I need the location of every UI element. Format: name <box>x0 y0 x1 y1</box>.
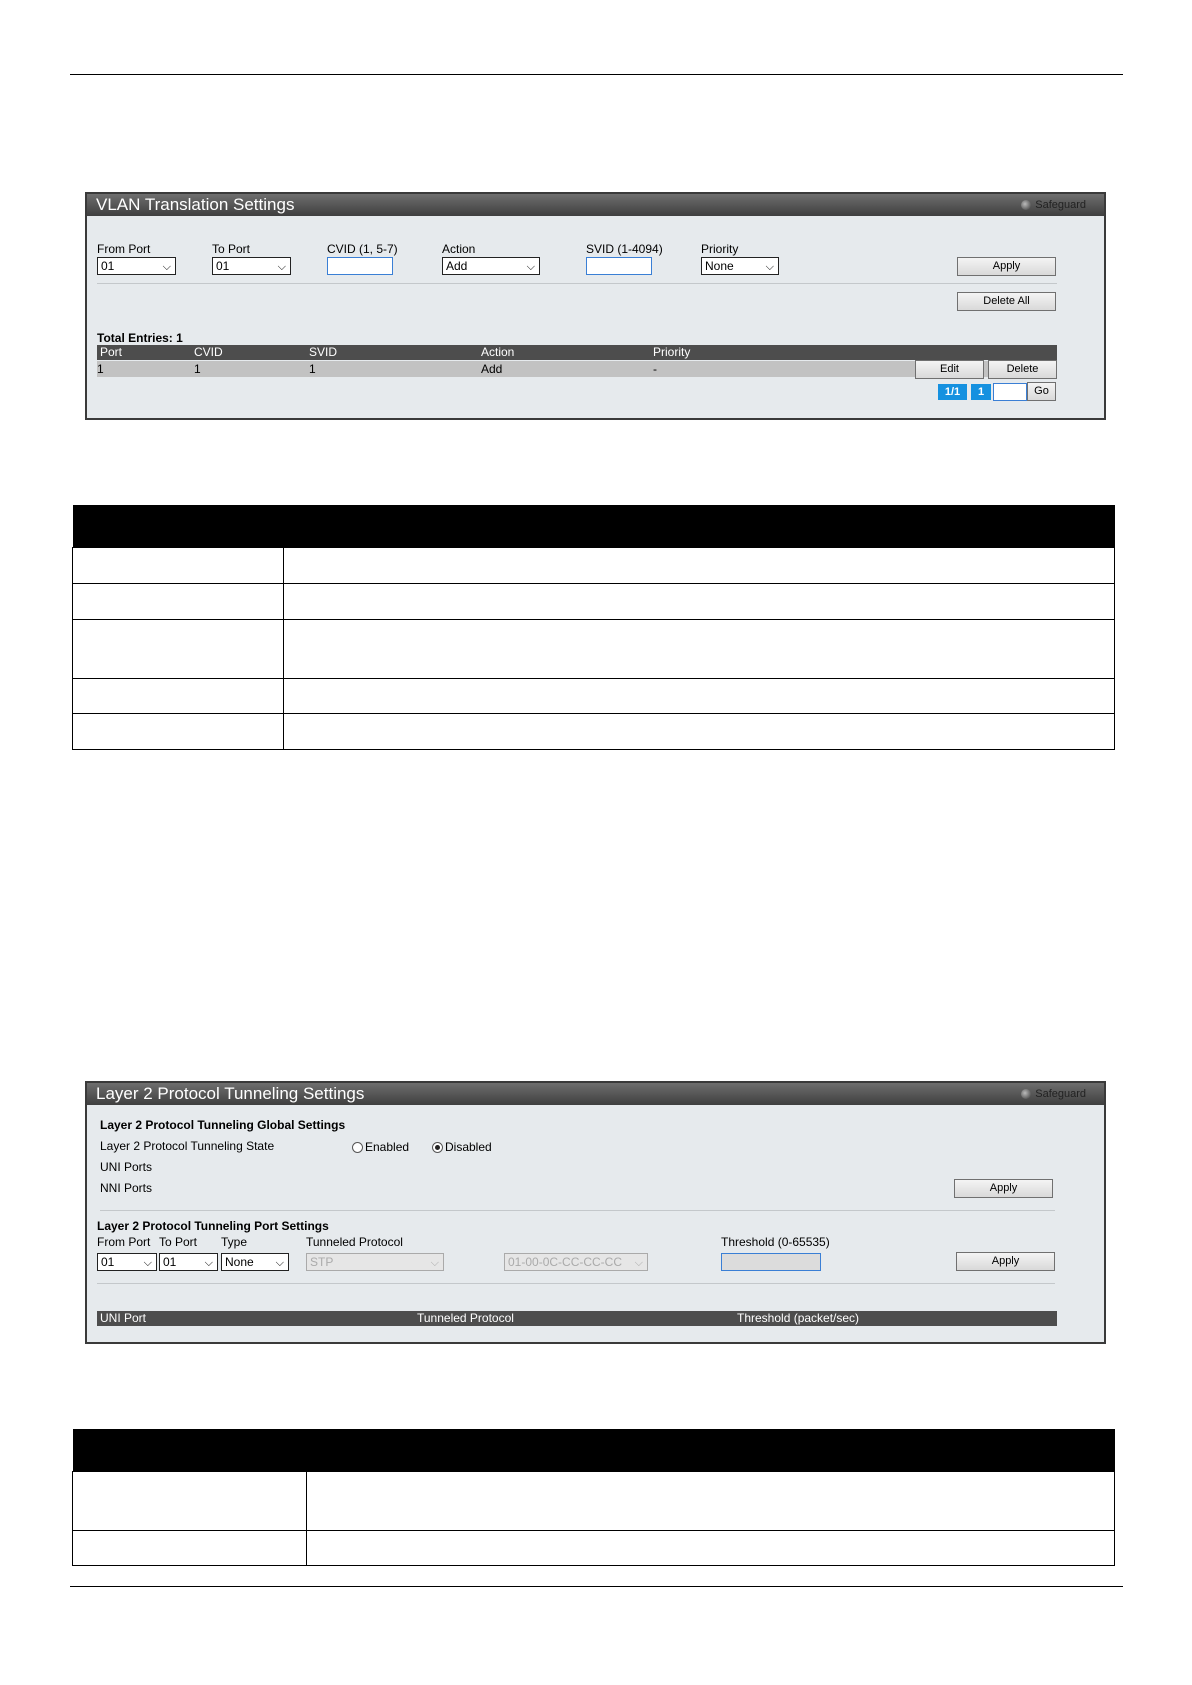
chevron-down-icon: ⌵ <box>526 261 535 273</box>
from-port-label: From Port <box>97 1235 151 1249</box>
parameter-table-2 <box>72 1429 1115 1566</box>
chevron-down-icon: ⌵ <box>204 1257 213 1269</box>
port-settings-heading: Layer 2 Protocol Tunneling Port Settings <box>97 1219 329 1233</box>
edit-button[interactable]: Edit <box>915 360 984 379</box>
vlan-translation-panel <box>85 192 1106 420</box>
mac-address-select[interactable]: 01-00-0C-CC-CC-CC ⌵ <box>504 1253 648 1271</box>
chevron-down-icon: ⌵ <box>143 1257 152 1269</box>
table-row <box>73 679 1115 714</box>
to-port-select[interactable]: 01 ⌵ <box>212 257 291 275</box>
table-row <box>73 1531 1115 1566</box>
table-row <box>73 714 1115 750</box>
safeguard-indicator: Safeguard <box>1021 198 1086 212</box>
table-row <box>73 1472 1115 1531</box>
table-header-row <box>73 1429 1115 1472</box>
tunneled-protocol-select[interactable]: STP ⌵ <box>306 1253 444 1271</box>
radio-enabled[interactable]: Enabled <box>352 1140 409 1154</box>
panel-title: Layer 2 Protocol Tunneling Settings <box>96 1084 365 1103</box>
type-label: Type <box>221 1235 248 1249</box>
divider <box>97 283 1057 284</box>
column-header: SVID <box>309 345 338 359</box>
to-port-select[interactable]: 01 ⌵ <box>159 1253 218 1271</box>
table-header <box>97 345 1057 360</box>
column-header: Tunneled Protocol <box>417 1311 514 1325</box>
radio-button-selected-icon[interactable] <box>432 1142 443 1153</box>
go-button[interactable]: Go <box>1027 382 1056 401</box>
total-entries: Total Entries: 1 <box>97 331 183 345</box>
table-header-row <box>73 505 1115 548</box>
port-apply-button[interactable]: Apply <box>956 1252 1055 1271</box>
nni-ports-label: NNI Ports <box>100 1181 153 1195</box>
cvid-label: CVID (1, 5-7) <box>327 242 398 256</box>
cell-svid: 1 <box>309 362 316 376</box>
threshold-input[interactable] <box>721 1253 821 1271</box>
chevron-down-icon: ⌵ <box>277 261 286 273</box>
safeguard-indicator: Safeguard <box>1021 1087 1086 1101</box>
column-header: Port <box>100 345 123 359</box>
to-port-label: To Port <box>212 242 251 256</box>
tunneled-protocol-label: Tunneled Protocol <box>306 1235 403 1249</box>
table-header <box>97 1311 1057 1326</box>
table-row <box>73 620 1115 679</box>
column-header: UNI Port <box>100 1311 147 1325</box>
delete-all-button[interactable]: Delete All <box>957 292 1056 311</box>
apply-button[interactable]: Apply <box>957 257 1056 276</box>
panel-title: VLAN Translation Settings <box>96 195 295 214</box>
column-header: Action <box>481 345 515 359</box>
from-port-label: From Port <box>97 242 151 256</box>
threshold-label: Threshold (0-65535) <box>721 1235 830 1249</box>
delete-button[interactable]: Delete <box>988 360 1057 379</box>
cvid-input[interactable] <box>327 257 393 275</box>
priority-select[interactable]: None ⌵ <box>701 257 779 275</box>
action-label: Action <box>442 242 476 256</box>
priority-label: Priority <box>701 242 739 256</box>
safeguard-icon <box>1021 200 1031 210</box>
uni-ports-label: UNI Ports <box>100 1160 153 1174</box>
cell-action: Add <box>481 362 503 376</box>
table-row <box>73 548 1115 584</box>
chevron-down-icon: ⌵ <box>275 1257 284 1269</box>
column-header: CVID <box>194 345 223 359</box>
divider <box>97 1283 1055 1284</box>
top-rule <box>70 74 1123 75</box>
action-select[interactable]: Add ⌵ <box>442 257 540 275</box>
chevron-down-icon: ⌵ <box>634 1257 643 1269</box>
cell-cvid: 1 <box>194 362 201 376</box>
column-header: Threshold (packet/sec) <box>737 1311 860 1325</box>
safeguard-icon <box>1021 1089 1031 1099</box>
page-indicator: 1/1 <box>938 384 967 400</box>
panel-title-bar <box>87 1083 1104 1105</box>
from-port-select[interactable]: 01 ⌵ <box>97 1253 157 1271</box>
svid-input[interactable] <box>586 257 652 275</box>
table-row <box>73 584 1115 620</box>
radio-disabled[interactable]: Disabled <box>432 1140 492 1154</box>
table-row <box>97 361 1057 377</box>
page-link-1[interactable]: 1 <box>971 384 991 400</box>
svid-label: SVID (1-4094) <box>586 242 663 256</box>
column-header: Priority <box>653 345 691 359</box>
panel-title-bar <box>87 194 1104 216</box>
tunneling-state-label: Layer 2 Protocol Tunneling State <box>100 1139 275 1153</box>
page-number-input[interactable] <box>993 383 1027 401</box>
global-apply-button[interactable]: Apply <box>954 1179 1053 1198</box>
parameter-table-1 <box>72 505 1115 750</box>
cell-port: 1 <box>97 362 104 376</box>
bottom-rule <box>70 1586 1123 1587</box>
radio-button-icon[interactable] <box>352 1142 363 1153</box>
type-select[interactable]: None ⌵ <box>221 1253 289 1271</box>
global-settings-heading: Layer 2 Protocol Tunneling Global Settings <box>100 1118 346 1132</box>
to-port-label: To Port <box>159 1235 198 1249</box>
divider <box>100 1210 1055 1211</box>
chevron-down-icon: ⌵ <box>162 261 171 273</box>
from-port-select[interactable]: 01 ⌵ <box>97 257 176 275</box>
cell-priority: - <box>653 362 657 376</box>
chevron-down-icon: ⌵ <box>430 1257 439 1269</box>
chevron-down-icon: ⌵ <box>765 261 774 273</box>
l2pt-panel <box>85 1081 1106 1344</box>
